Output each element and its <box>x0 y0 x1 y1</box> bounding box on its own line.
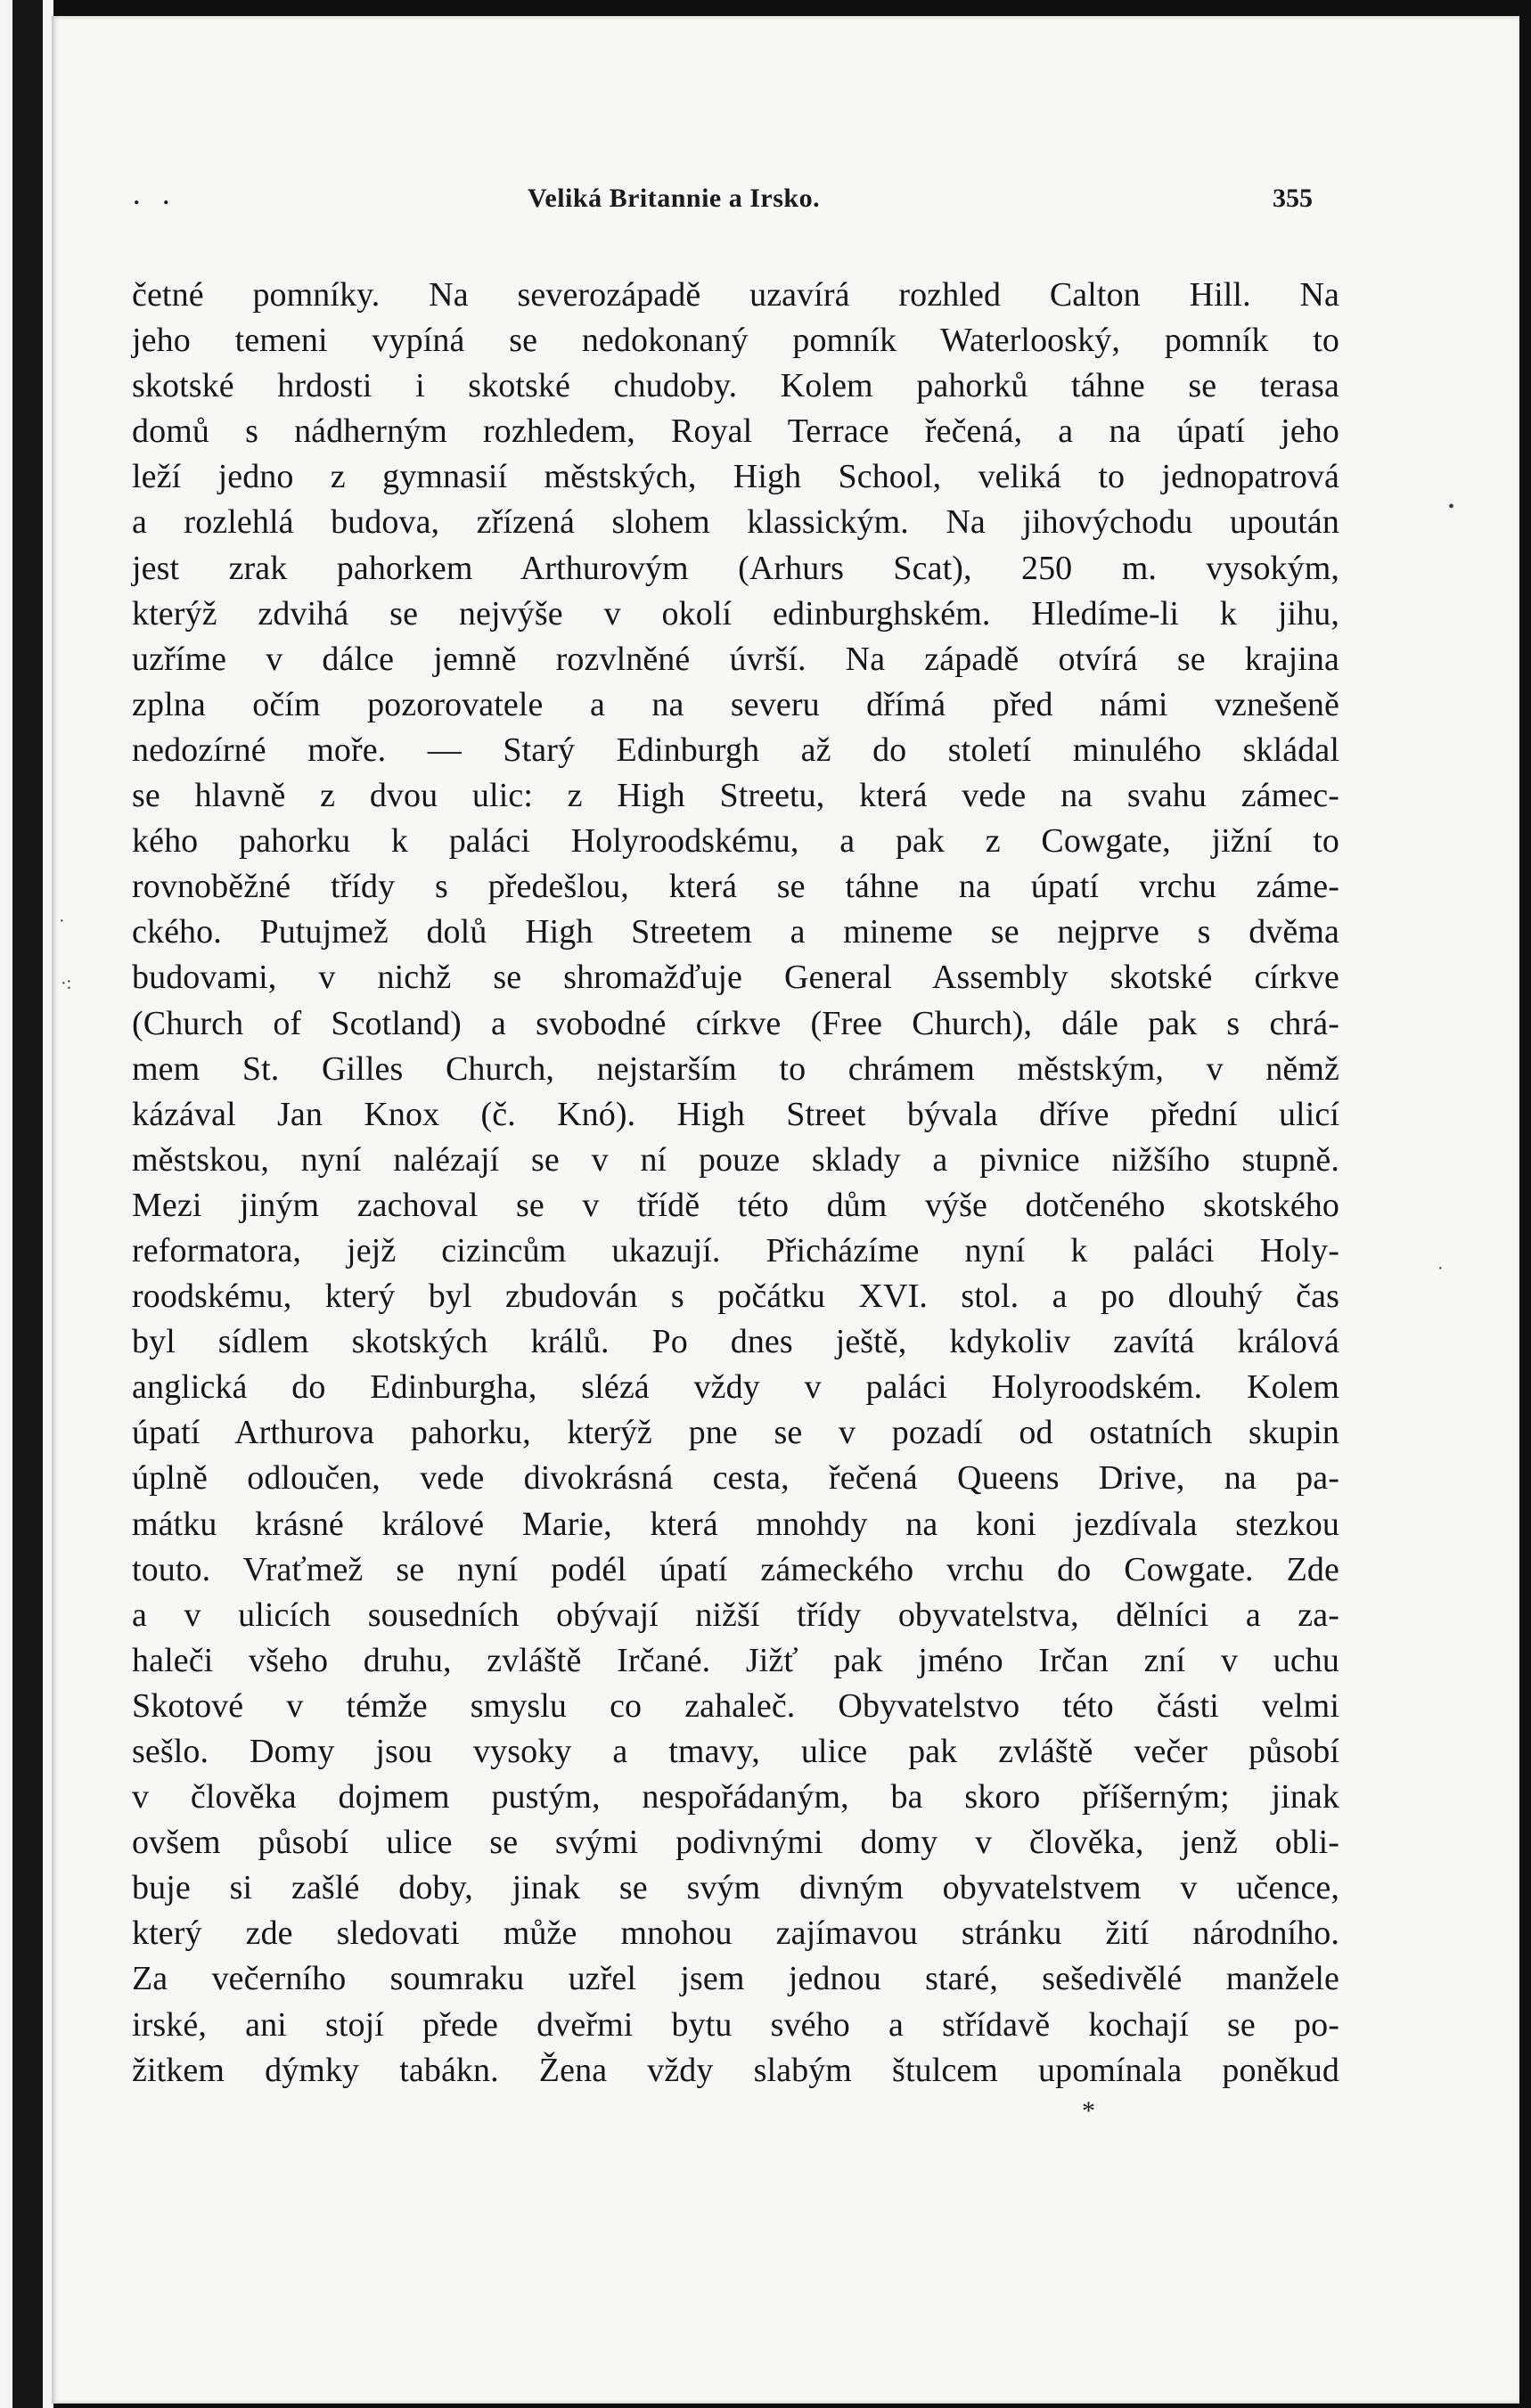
text-line: městskou, nyní nalézají se v ní pouze sklady a pivnice nižšího stupně. <box>132 1140 1339 1179</box>
text-line: buje si zašlé doby, jinak se svým divným obyvatelstvem v učence, <box>132 1869 1339 1907</box>
text-line: kázával Jan Knox (č. Knó). High Street bývala dříve přední ulicí <box>132 1095 1339 1133</box>
text-line: Mezi jiným zachoval se v třídě této dům výše dotčeného skotského <box>132 1186 1339 1224</box>
text-line: domů s nádherným rozhledem, Royal Terrace řečená, a na úpatí jeho <box>132 412 1339 451</box>
running-title: Veliká Britannie a Irsko. <box>528 184 821 213</box>
signature-mark: * <box>1082 2096 1095 2126</box>
book-page <box>52 16 1519 2404</box>
text-line: kterýž zdvihá se nejvýše v okolí edinburghském. Hledíme-li k jihu, <box>132 594 1339 633</box>
print-speck: · <box>59 911 65 931</box>
text-line: touto. Vraťmež se nyní podél úpatí zámeckého vrchu do Cowgate. Zde <box>132 1550 1339 1588</box>
text-line: jeho temeni vypíná se nedokonaný pomník Waterlooský, pomník to <box>132 322 1339 360</box>
text-line: rovnoběžné třídy s předešlou, která se táhne na úpatí vrchu záme- <box>132 868 1339 906</box>
text-line: byl sídlem skotských králů. Po dnes ještě, kdykoliv zavítá králová <box>132 1323 1339 1361</box>
page-number: 355 <box>1273 184 1313 213</box>
text-line: a v ulicích sousedních obývají nižší třídy obyvatelstva, dělníci a za- <box>132 1596 1339 1634</box>
text-line: nedozírné moře. — Starý Edinburgh až do století minulého skládal <box>132 731 1339 769</box>
body-text <box>132 273 1339 2094</box>
header-dots: . . <box>134 184 178 209</box>
text-line: haleči všeho druhu, zvláště Irčané. Jižť pak jméno Irčan zní v uchu <box>132 1641 1339 1679</box>
text-line: úplně odloučen, vede divokrásná cesta, řečená Queens Drive, na pa- <box>132 1459 1339 1498</box>
text-line: reformatora, jejž cizincům ukazují. Přicházíme nyní k paláci Holy- <box>132 1231 1339 1269</box>
text-line: Skotové v témže smyslu co zahaleč. Obyvatelstvo této části velmi <box>132 1686 1339 1725</box>
text-line: v člověka dojmem pustým, nespořádaným, ba skoro příšerným; jinak <box>132 1778 1339 1816</box>
text-line: roodskému, který byl zbudován s počátku XVI. stol. a po dlouhý čas <box>132 1277 1339 1316</box>
text-line: skotské hrdosti i skotské chudoby. Kolem pahorků táhne se terasa <box>132 367 1339 405</box>
text-line: sešlo. Domy jsou vysoky a tmavy, ulice pak zvláště večer působí <box>132 1733 1339 1770</box>
text-line: jest zrak pahorkem Arthurovým (Arhurs Scat), 250 m. vysokým, <box>132 549 1339 587</box>
text-line: budovami, v nichž se shromažďuje General Assembly skotské církve <box>132 959 1339 997</box>
text-line: úpatí Arthurova pahorku, kterýž pne se v pozadí od ostatních skupin <box>132 1414 1339 1452</box>
text-line: zplna očím pozorovatele a na severu dřímá před námi vznešeně <box>132 685 1339 723</box>
binding-shadow <box>12 0 43 2408</box>
text-line: (Church of Scotland) a svobodné církve (Free Church), dále pak s chrá- <box>132 1004 1339 1042</box>
text-line: žitkem dýmky tabákn. Žena vždy slabým štulcem upomínala poněkud <box>132 2051 1339 2089</box>
text-line: a rozlehlá budova, zřízená slohem klassickým. Na jihovýchodu upoután <box>132 503 1339 542</box>
text-line: který zde sledovati může mnohou zajímavou stránku žití národního. <box>132 1914 1339 1953</box>
text-line: četné pomníky. Na severozápadě uzavírá rozhled Calton Hill. Na <box>132 276 1339 314</box>
text-line: irské, ani stojí přede dveřmi bytu svého a střídavě kochají se po- <box>132 2005 1339 2044</box>
text-line: mátku krásné králové Marie, která mnohdy na koni jezdívala stezkou <box>132 1505 1339 1543</box>
text-line: uzříme v dálce jemně rozvlněné úvrší. Na západě otvírá se krajina <box>132 640 1339 678</box>
text-line: Za večerního soumraku uzřel jsem jednou staré, sešedivělé manžele <box>132 1960 1339 1998</box>
text-line: ckého. Putujmež dolů High Streetem a mineme se nejprve s dvěma <box>132 913 1339 951</box>
print-speck: ·: <box>61 974 72 993</box>
text-line: ovšem působí ulice se svými podivnými domy v člověka, jenž obli- <box>132 1824 1339 1862</box>
text-line: leží jedno z gymnasií městských, High School, veliká to jednopatrová <box>132 458 1339 496</box>
text-line: anglická do Edinburgha, slézá vždy v paláci Holyroodském. Kolem <box>132 1368 1339 1407</box>
text-line: mem St. Gilles Church, nejstarším to chrámem městským, v němž <box>132 1049 1339 1088</box>
running-header <box>52 184 1519 219</box>
print-speck: • <box>1448 497 1455 517</box>
print-speck: · <box>1437 1259 1444 1278</box>
text-line: kého pahorku k paláci Holyroodskému, a pak z Cowgate, jižní to <box>132 822 1339 861</box>
text-line: se hlavně z dvou ulic: z High Streetu, která vede na svahu zámec- <box>132 777 1339 815</box>
